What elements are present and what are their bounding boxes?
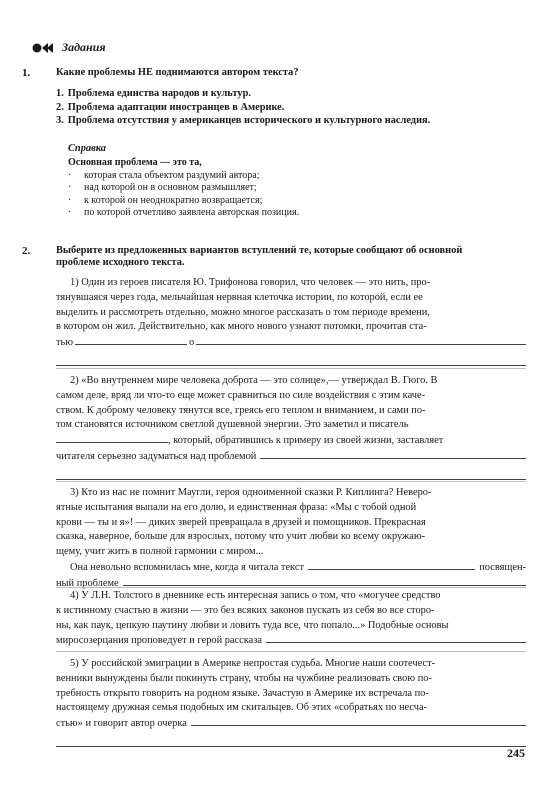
variant-5: 5) У российской эмиграции в Америке непростая судьба. Многие наши соотечест- венники вынуждены были покинуть страну, чтобы на чужбине реализовать свою по- требность открыто говорить на родном языке. Зачастую в Америке их встречала по- настоящему дружная семья подобных им скитальцев. Об этих «собратьях по несча- стью» и говорит автор очерка — [56, 657, 526, 747]
reference-bullet: · по которой отчетливо заявлена авторская позиция. — [68, 207, 300, 219]
separator — [56, 587, 526, 588]
question-1-options — [56, 87, 430, 128]
answer-blank[interactable] — [191, 716, 526, 726]
separator — [56, 481, 526, 482]
answer-blank[interactable] — [266, 633, 526, 643]
answer-blank[interactable] — [75, 335, 187, 345]
option-text: Проблема единства народов и культур. — [67, 88, 251, 99]
answer-blank[interactable] — [123, 576, 526, 586]
option-number: 3. — [56, 115, 64, 127]
answer-blank[interactable] — [196, 335, 526, 345]
option-number: 1. — [56, 88, 64, 99]
answer-blank[interactable] — [56, 433, 168, 443]
reference-title: Справка — [68, 143, 106, 154]
answer-line[interactable] — [56, 351, 526, 366]
option-text: Проблема отсутствия у американцев исторического и культурного наследия. — [67, 115, 431, 127]
section-title: Задания — [62, 40, 106, 54]
variant-1: 1) Один из героев писателя Ю. Трифонова говорил, что человек — это нить, про- тянувшаяся через года, мельчайшая нервная клеточка истории, по которой, если ее выделить и рассмотреть отдельно, можно многое рассказать о том периоде времени, в котором он жил. Действительно, как много нового узнают потомки, прочитав ста- тью о — [56, 276, 526, 366]
reference-bullet: · которая стала объектом раздумий автора; — [68, 169, 260, 181]
variant-4: 4) У Л.Н. Толстого в дневнике есть интересная запись о том, что «могучее средство к истинному счастью в жизни — это без всяких законов пускать из себя во все сторо- ны, как паук, цепкую паутину любви и ловить туда все, что попало...» Подобные основы миросозерцания проповедует и герой рассказа — [56, 589, 526, 649]
separator — [56, 651, 526, 652]
variant-2: 2) «Во внутреннем мире человека доброта — это солнце»,— утверждал В. Гюго. В самом деле, вряд ли что-то еще может сравниться по силе воздействия с этим каче- ством. К доброму человеку тянутся все, греясь его теплом и вниманием, и сами по- том становятся источником светлой душевной энергии. Это заметил и писатель , который, обратившись к примеру из своей жизни, заставляет читателя серьезно задуматься над проблемой — [56, 374, 526, 480]
reference-intro: Основная проблема — это та, — [68, 157, 202, 168]
option-2 — [56, 101, 430, 115]
option-number: 2. — [56, 101, 64, 113]
answer-blank[interactable] — [308, 560, 475, 570]
question-1-text: Какие проблемы НЕ поднимаются автором текста? — [56, 67, 299, 78]
option-text: Проблема адаптации иностранцев в Америке. — [67, 101, 285, 113]
answer-blank[interactable] — [260, 449, 526, 459]
answer-line[interactable] — [56, 732, 526, 747]
reference-bullet: · над которой он в основном размышляет; — [68, 182, 257, 194]
page-number: 245 — [507, 746, 525, 760]
tasks-icon — [32, 42, 56, 54]
question-1-number: 1. — [22, 67, 31, 79]
reference-bullet: · к которой он неоднократно возвращается; — [68, 194, 263, 206]
section-header — [32, 40, 106, 55]
separator — [56, 368, 526, 369]
answer-line[interactable] — [56, 465, 526, 480]
option-3 — [56, 114, 430, 128]
reference-box — [68, 143, 468, 220]
option-1 — [56, 87, 430, 101]
question-2-number: 2. — [22, 245, 31, 257]
question-2-text: Выберите из предложенных вариантов вступлений те, которые сообщают об основной проблеме исходного текста. — [56, 245, 463, 269]
variant-3: 3) Кто из нас не помнит Маугли, героя одноименной сказки Р. Киплинга? Неверо- ятные испытания выпали на его долю, и единственная фраза: «Мы с тобой одной крови — ты и я»! — диких зверей превращала в друзей и помощников. Прекрасная сказка, наверное, больше для взрослых, потому что учит любви ко всему окружаю- щему, учит жить в полной гармонии с миром... Она невольно вспомнилась мне, когда я читала текст посвящен- ный проблеме — [56, 487, 526, 589]
